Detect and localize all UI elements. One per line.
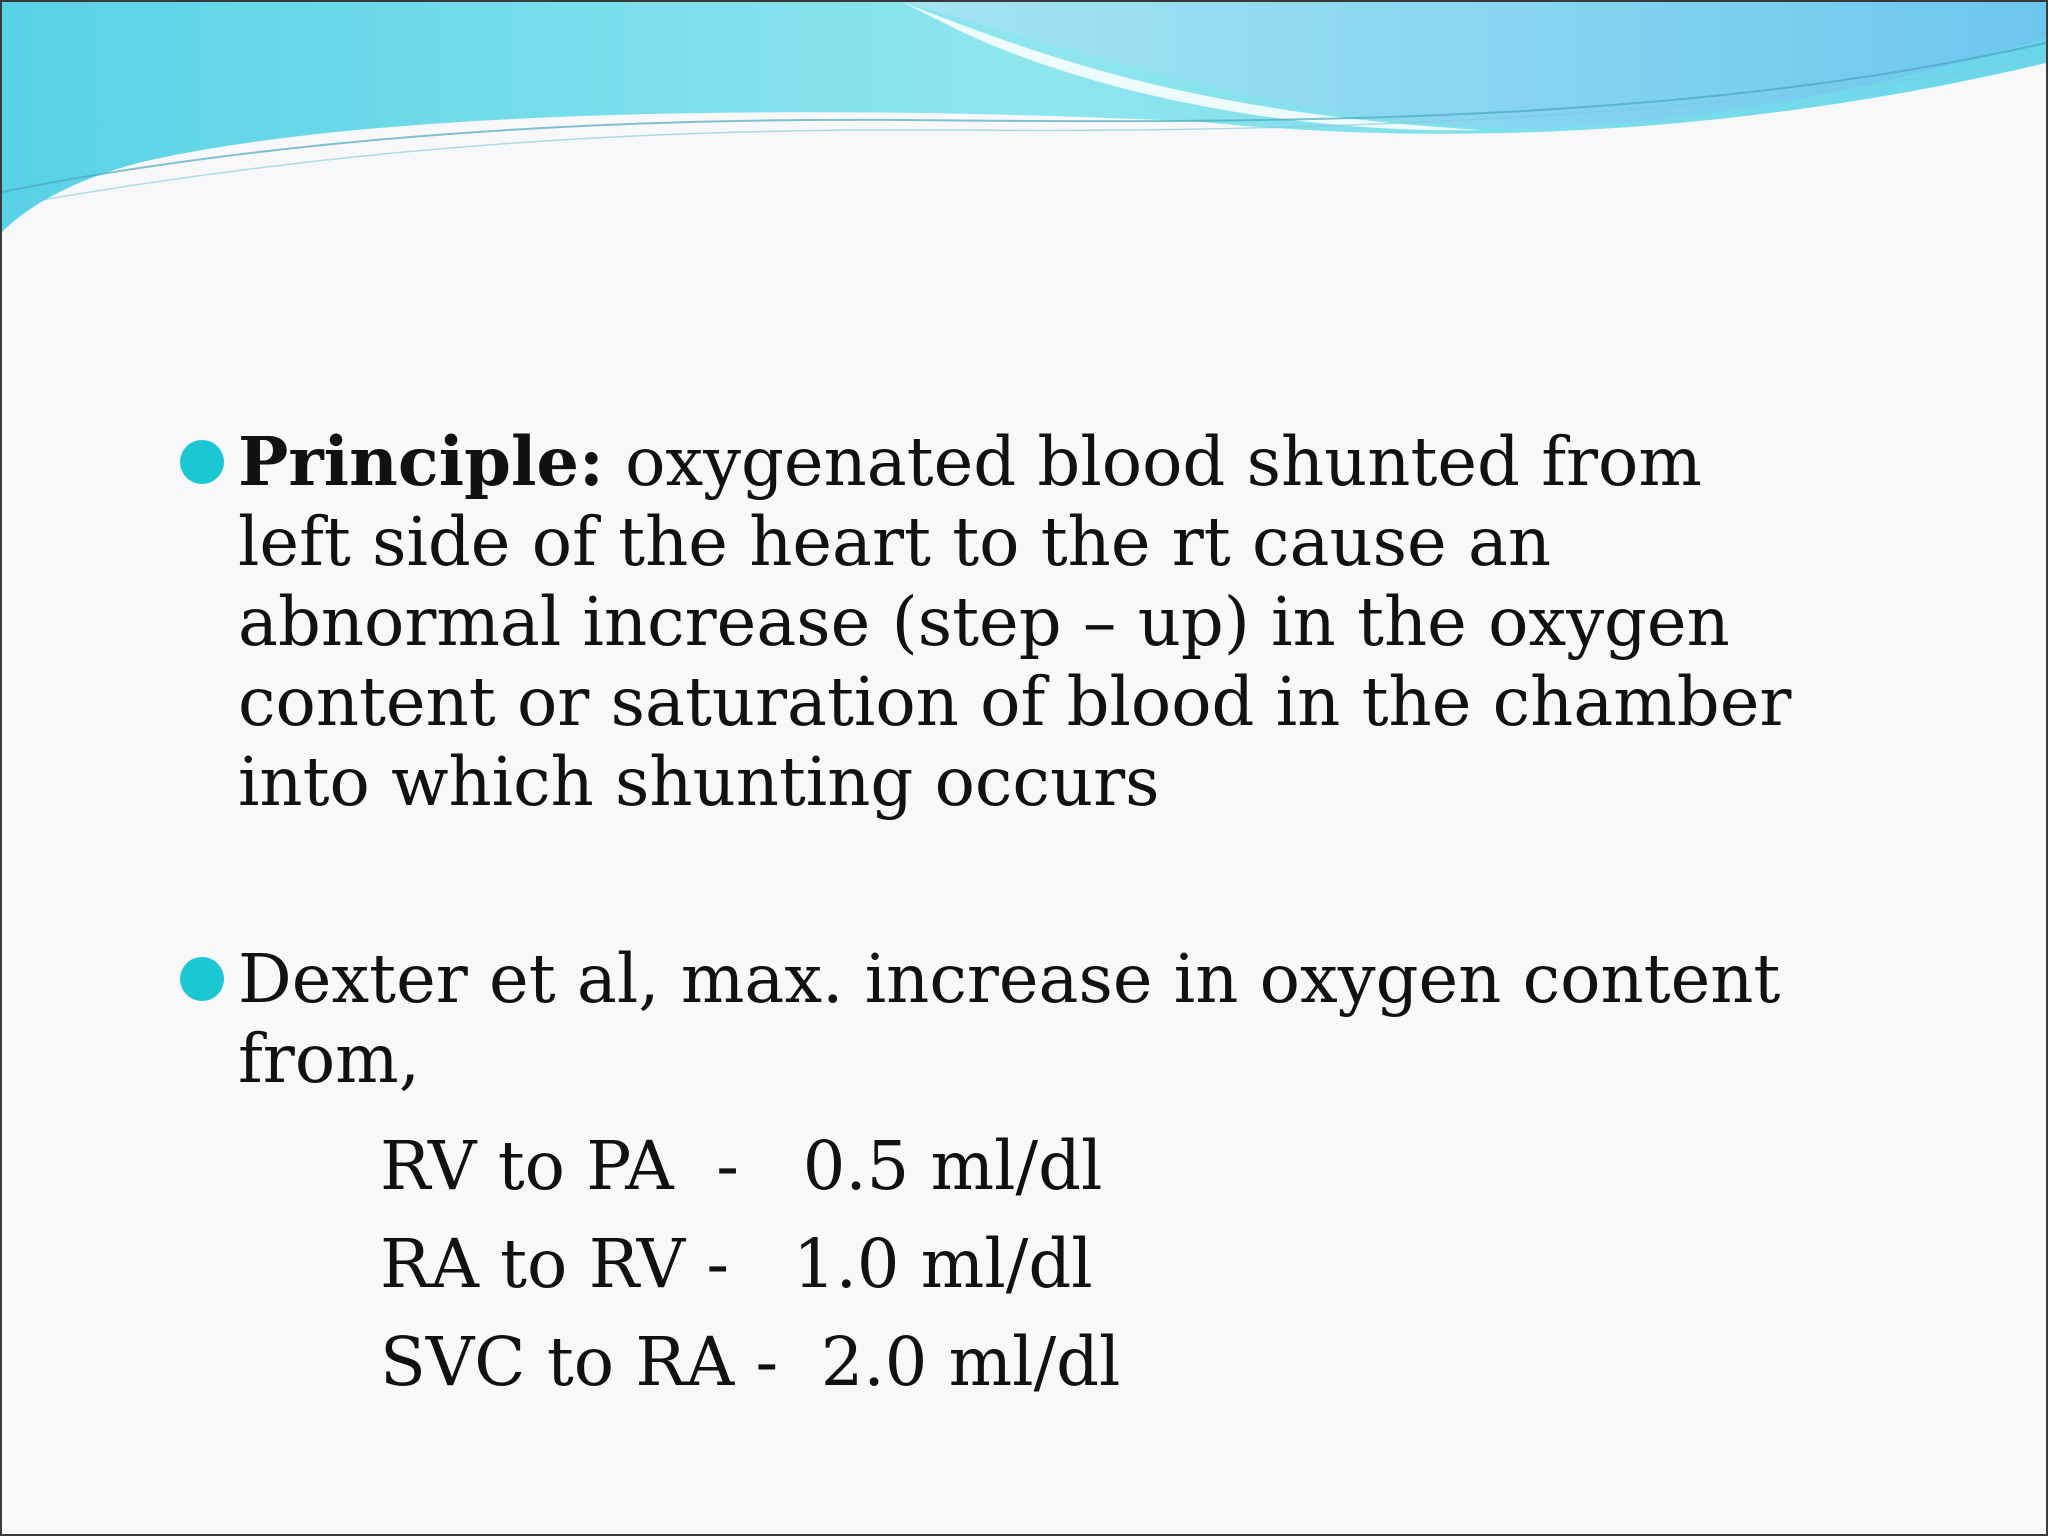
bullet-text: Dexter et al, max. increase in oxygen content from, [238, 940, 1781, 1098]
bullet-dot-icon [180, 440, 224, 484]
bullet-dot-icon [180, 957, 224, 1001]
oxygen-step-up-list [380, 1117, 1680, 1411]
bullet-dexter [238, 939, 1798, 1099]
bullet-lead: Principle: [238, 422, 604, 501]
bullet-text: oxygenated blood shunted from left side of the heart to the rt cause an abnormal increase (step – up) in the oxygen content or saturation of blood in the chamber into which shunting occurs [238, 423, 1792, 821]
slide-content [2, 2, 2048, 1536]
bullet-principle [238, 422, 1798, 822]
list-item: RA to RV - 1.0 ml/dl [380, 1225, 1093, 1303]
list-item: SVC to RA - 2.0 ml/dl [380, 1323, 1121, 1401]
list-item: RV to PA - 0.5 ml/dl [380, 1127, 1103, 1205]
